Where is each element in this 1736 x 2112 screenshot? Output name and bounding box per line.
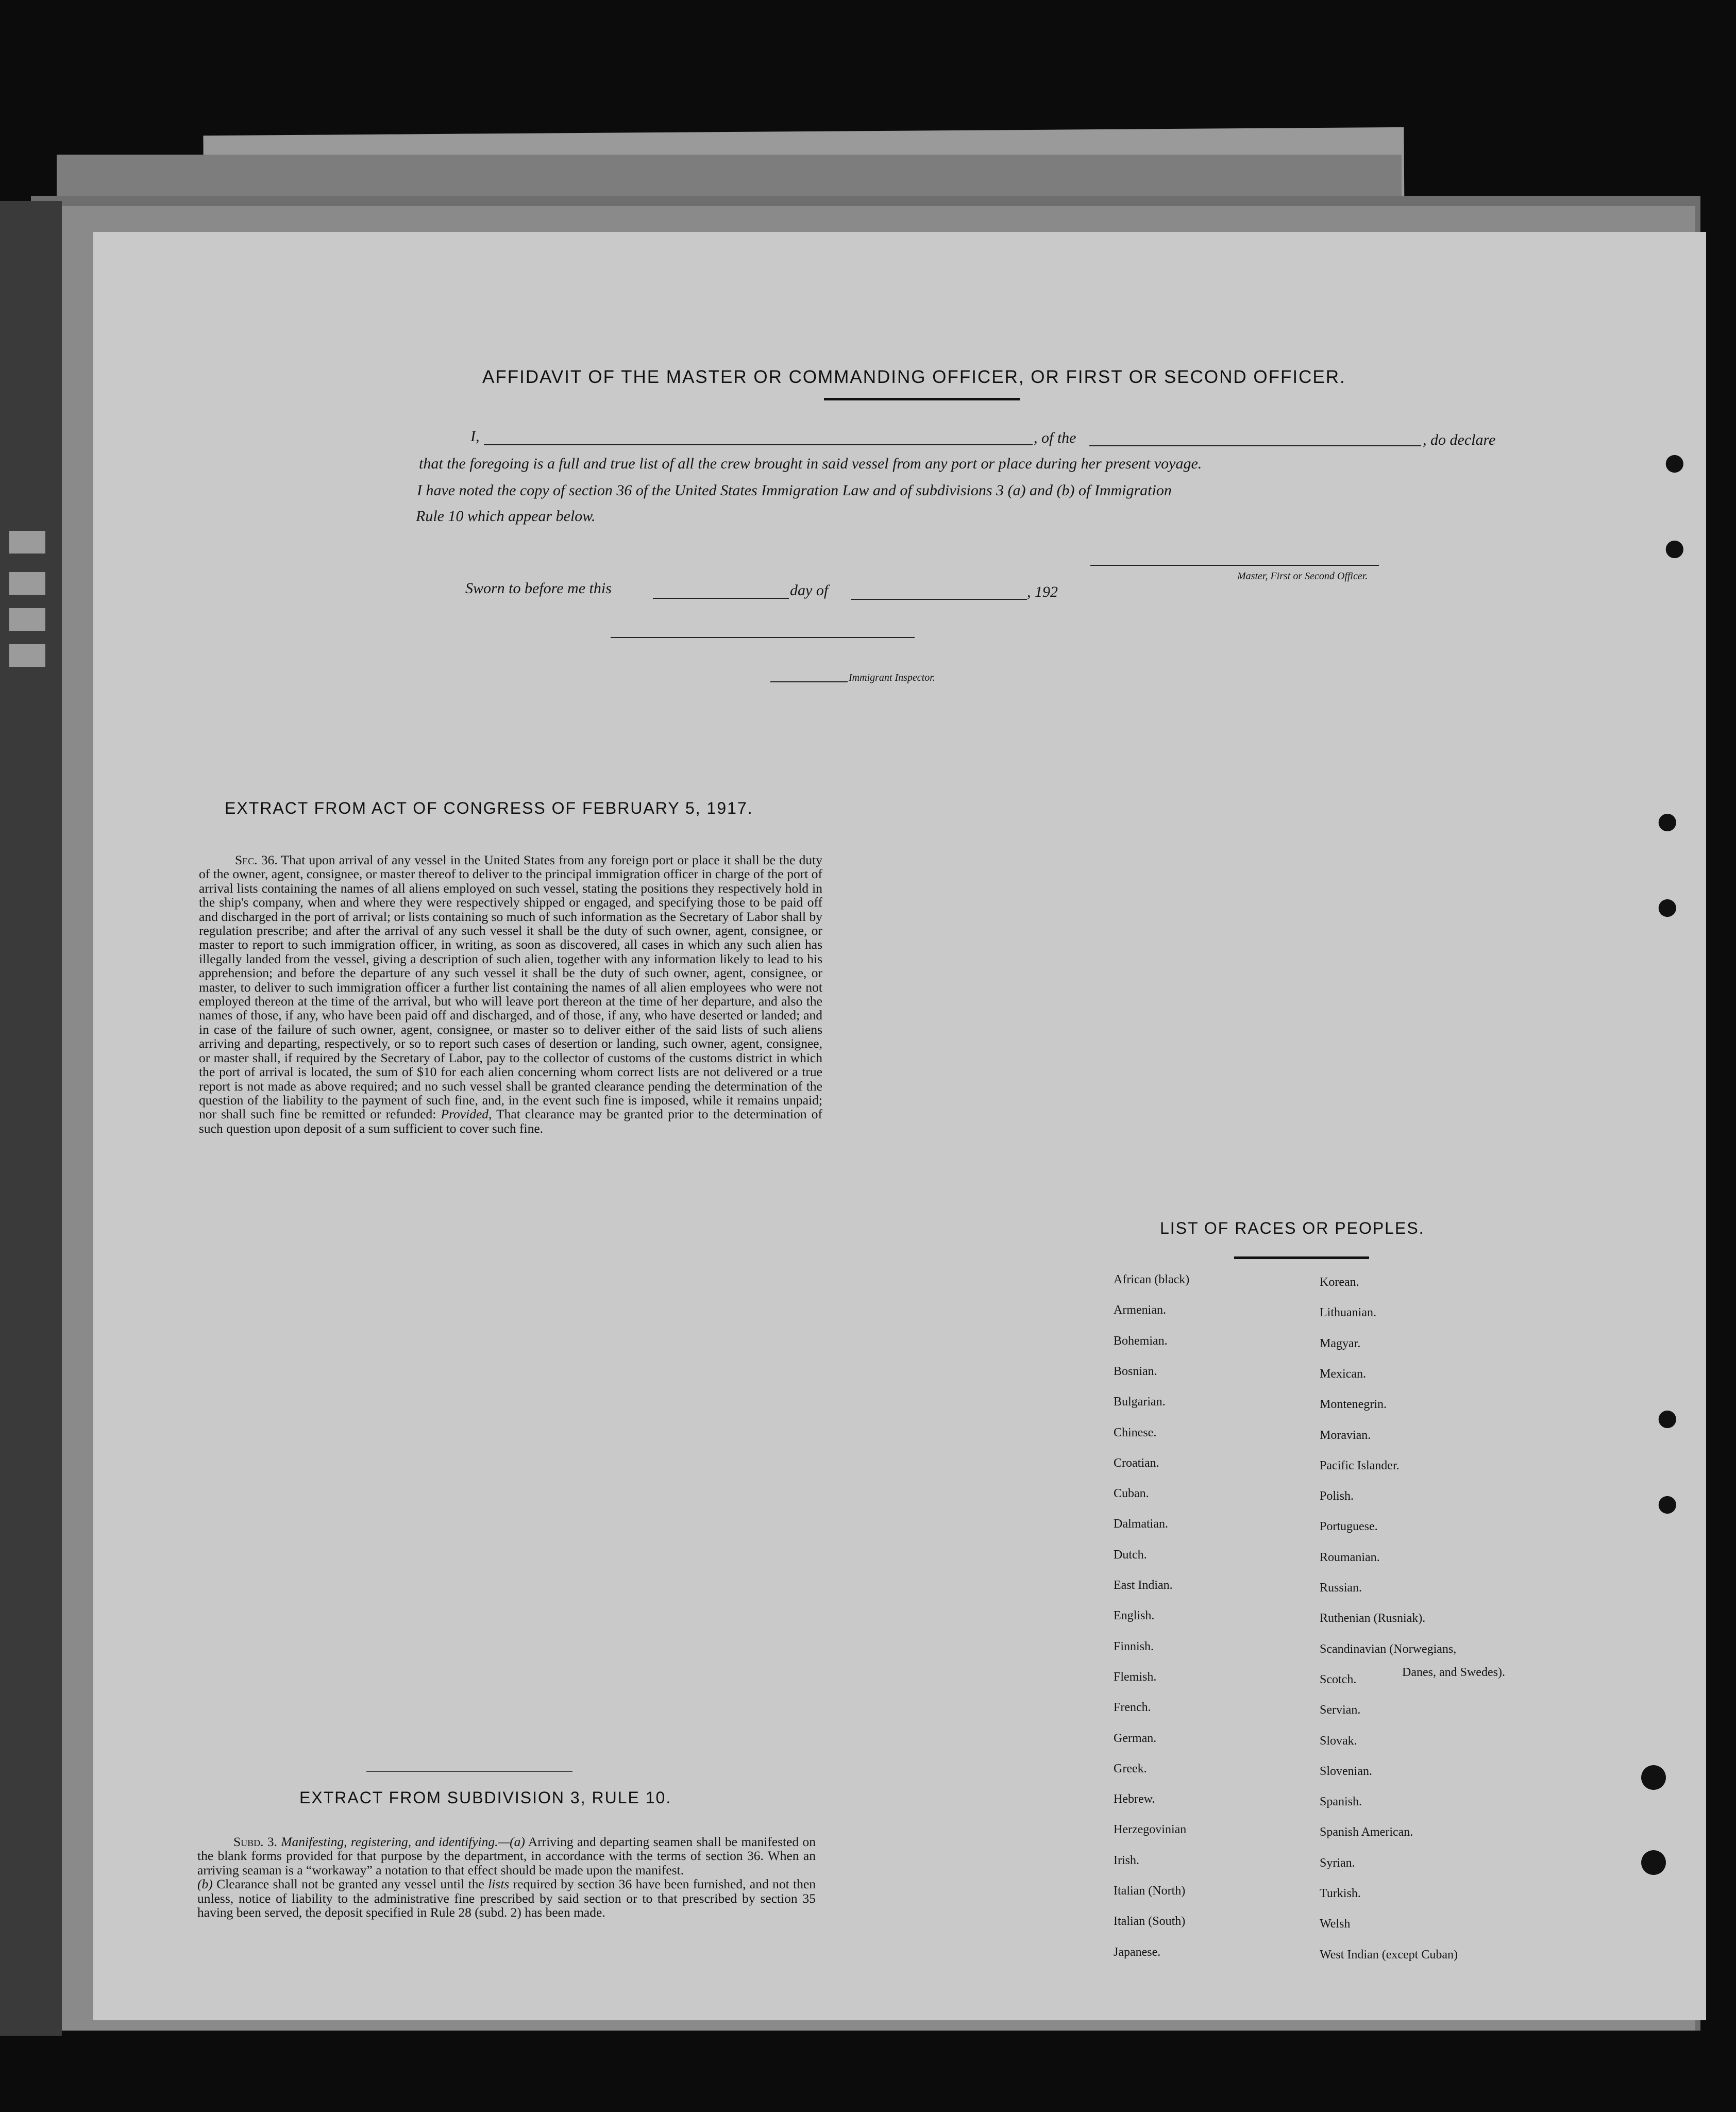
- day-of-label: day of: [790, 582, 829, 599]
- punch-hole: [1660, 537, 1684, 562]
- races-title-rule: [1234, 1256, 1369, 1259]
- race-right-item: Portuguese.: [1320, 1520, 1378, 1533]
- manifest-page: [90, 232, 1706, 2020]
- race-left-item: East Indian.: [1114, 1579, 1173, 1592]
- race-right-item: Pacific Islander.: [1320, 1459, 1400, 1472]
- race-left-item: Herzegovinian: [1114, 1823, 1187, 1836]
- race-left-item: Cuban.: [1114, 1487, 1149, 1500]
- race-left-item: Croatian.: [1114, 1456, 1159, 1470]
- affidavit-i-label: I,: [470, 428, 480, 445]
- race-right-item: Mexican.: [1320, 1367, 1366, 1381]
- race-right-item: Servian.: [1320, 1703, 1361, 1717]
- race-right-item: Montenegrin.: [1320, 1398, 1387, 1411]
- affidavit-do-declare: , do declare: [1423, 431, 1496, 448]
- left-paper-strip: [0, 201, 62, 2036]
- race-left-item: Armenian.: [1114, 1303, 1166, 1317]
- punch-hole: [1660, 451, 1684, 476]
- race-right-item: Slovak.: [1320, 1734, 1357, 1748]
- affidavit-title-rule: [824, 398, 1020, 400]
- race-left-item: German.: [1114, 1732, 1157, 1745]
- race-right-item: Polish.: [1320, 1489, 1354, 1503]
- officer-name-field[interactable]: [484, 444, 1033, 445]
- affidavit-line-2: that the foregoing is a full and true list of all the crew brought in said vessel from any port or place during her present voyage.: [419, 455, 1202, 472]
- provided-word: Provided,: [441, 1107, 492, 1122]
- race-right-item: Roumanian.: [1320, 1551, 1380, 1564]
- signature-caption: Master, First or Second Officer.: [1237, 571, 1368, 582]
- race-left-item: Bohemian.: [1114, 1334, 1168, 1348]
- race-left-item: Greek.: [1114, 1762, 1147, 1775]
- race-left-item: African (black): [1114, 1273, 1190, 1286]
- race-right-item: Turkish.: [1320, 1887, 1361, 1900]
- race-right-item: Magyar.: [1320, 1337, 1361, 1350]
- race-left-item: Italian (North): [1114, 1884, 1186, 1898]
- affidavit-line-4: Rule 10 which appear below.: [416, 508, 596, 525]
- affidavit-title: AFFIDAVIT OF THE MASTER OR COMMANDING OFFICER, OR FIRST OR SECOND OFFICER.: [482, 367, 1346, 387]
- affidavit-line-3: I have noted the copy of section 36 of the United States Immigration Law and of subdivisions 3 (a) and (b) of Immigration: [417, 482, 1172, 499]
- race-right-item: Syrian.: [1320, 1856, 1355, 1870]
- punch-hole: [1653, 896, 1677, 920]
- act-title: EXTRACT FROM ACT OF CONGRESS OF FEBRUARY 5, 1917.: [225, 799, 753, 817]
- race-left-item: Japanese.: [1114, 1946, 1161, 1959]
- race-right-item: Welsh: [1320, 1917, 1351, 1931]
- subd-a-label: —(a): [498, 1834, 525, 1849]
- race-left-item: Finnish.: [1114, 1640, 1154, 1653]
- punch-hole: [1653, 1407, 1677, 1432]
- inspector-caption: Immigrant Inspector.: [849, 672, 935, 683]
- punch-hole: [1641, 1850, 1666, 1875]
- race-left-item: Dutch.: [1114, 1548, 1147, 1562]
- race-right-item: Russian.: [1320, 1581, 1362, 1595]
- sworn-day-field[interactable]: [653, 598, 789, 599]
- race-left-item: Hebrew.: [1114, 1792, 1155, 1806]
- race-right-item: Scotch.: [1320, 1673, 1357, 1686]
- act-divider: [366, 1771, 572, 1772]
- race-right-item: Moravian.: [1320, 1429, 1371, 1442]
- section-36-text: [199, 853, 822, 1135]
- race-left-item: Italian (South): [1114, 1915, 1186, 1928]
- race-left-item: Bosnian.: [1114, 1365, 1157, 1378]
- sworn-month-field[interactable]: [851, 599, 1027, 600]
- inspector-signature-field[interactable]: [611, 637, 915, 638]
- race-left-item: Flemish.: [1114, 1670, 1157, 1684]
- rule-title: EXTRACT FROM SUBDIVISION 3, RULE 10.: [299, 1788, 672, 1807]
- section-36-label: Sec. 36.: [235, 852, 278, 867]
- sworn-year: , 192: [1027, 583, 1058, 600]
- subd-label: Subd. 3.: [233, 1834, 277, 1849]
- subd-heading: Manifesting, registering, and identifying.: [281, 1834, 498, 1849]
- race-scandinavian-continued: Danes, and Swedes).: [1402, 1666, 1505, 1679]
- race-left-item: Bulgarian.: [1114, 1395, 1166, 1409]
- punch-hole: [1653, 1493, 1677, 1517]
- race-left-item: English.: [1114, 1609, 1155, 1622]
- race-right-item: Lithuanian.: [1320, 1306, 1376, 1319]
- race-right-item: Slovenian.: [1320, 1765, 1372, 1778]
- sworn-label: Sworn to before me this: [465, 580, 612, 597]
- race-right-item: Spanish American.: [1320, 1825, 1413, 1839]
- race-right-item: Spanish.: [1320, 1795, 1362, 1808]
- inspector-caption-rule: [770, 681, 848, 682]
- race-left-item: French.: [1114, 1701, 1151, 1714]
- subdivision-3-text: [197, 1835, 816, 1919]
- affidavit-of-the: , of the: [1034, 429, 1076, 446]
- master-signature-field[interactable]: [1090, 565, 1379, 566]
- punch-hole: [1653, 810, 1677, 835]
- race-left-item: Chinese.: [1114, 1426, 1157, 1439]
- subd-b-label: (b): [197, 1876, 213, 1892]
- section-36-body: That upon arrival of any vessel in the United States from any foreign port or place it shall be the duty of the owner, agent, consignee, or master thereof to deliver to the principal immigration officer in charge of the port of arrival lists containing the names of all aliens employed on such vessel, stating the positions they respectively hold in the ship's company, when and where they were respectively shipped or engaged, and specifying those to be paid off and discharged in the port of arrival; or lists containing so much of such information as the Secretary of Labor shall by regulation prescribe; and after the arrival of any such vessel it shall be the duty of such owner, agent, consignee, or master to report to such immigration officer, in writing, as soon as discovered, all cases in which any such alien has illegally landed from the vessel, giving a description of such alien, together with any information likely to lead to his apprehension; and before the departure of any such vessel it shall be the duty of such owner, agent, consignee, or master, to deliver to such immigration officer a further list containing the names of all alien employees who were not employed thereon at the time of the arrival, but who will leave port thereon at the time of her departure, and also the names of those, if any, who have been paid off and discharged, and of those, if any, who have deserted or landed; and in case of the failure of such owner, agent, consignee, or master so to deliver either of the said lists of such aliens arriving and departing, respectively, or so to report such cases of desertion or landing, such owner, agent, consignee, or master shall, if required by the Secretary of Labor, pay to the collector of customs of the customs district in which the port of arrival is located, the sum of $10 for each alien concerning whom correct lists are not delivered or a true report is not made as above required; and no such vessel shall be granted clearance pending the determination of the question of the liability to the payment of such fine, and, in the event such fine is imposed, while it remains unpaid; nor shall such fine be remitted or refunded:: [199, 852, 823, 1122]
- punch-hole: [1641, 1765, 1666, 1790]
- races-title: LIST OF RACES OR PEOPLES.: [1160, 1219, 1425, 1237]
- section-36-tail: That clearance may be granted prior to the determination of such question upon deposit of a sum sufficient to cover such fine.: [199, 1107, 822, 1136]
- race-left-item: Dalmatian.: [1114, 1517, 1168, 1531]
- race-left-item: Irish.: [1114, 1854, 1139, 1867]
- subd-b-lists: lists: [488, 1876, 510, 1892]
- vessel-name-field[interactable]: [1089, 445, 1421, 446]
- race-right-item: Scandinavian (Norwegians,: [1320, 1642, 1457, 1656]
- subd-a-text: Arriving and departing seamen shall be manifested on the blank forms provided for that purpose by the department, in accordance with the terms of section 36. When an arriving seaman is a “workaway” a notation to that effect should be made upon the manifest.: [197, 1834, 816, 1878]
- subd-b-text-1: Clearance shall not be granted any vessel until the: [216, 1876, 484, 1892]
- race-right-item: Korean.: [1320, 1276, 1359, 1289]
- race-right-item: West Indian (except Cuban): [1320, 1948, 1458, 1962]
- subd-b-text-2: required by section 36 have been furnished, and not then unless, notice of liability to the administrative fine prescribed by said section or to that prescribed by section 35 having been served, the deposit specified in Rule 28 (subd. 2) has been made.: [197, 1876, 816, 1920]
- race-right-item: Ruthenian (Rusniak).: [1320, 1612, 1426, 1625]
